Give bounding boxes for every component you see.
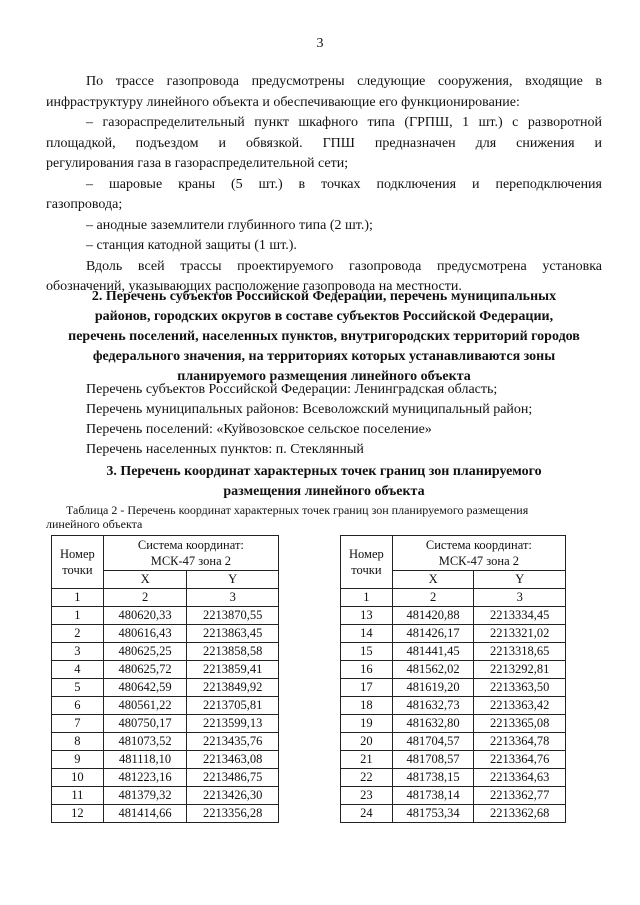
y-coordinate-cell: 2213486,75 xyxy=(187,769,279,787)
y-coordinate-cell: 2213858,58 xyxy=(187,643,279,661)
y-coordinate-cell: 2213334,45 xyxy=(474,607,566,625)
section-2-heading xyxy=(46,287,602,387)
structures-paragraph xyxy=(46,72,602,298)
x-coordinate-cell: 481704,57 xyxy=(392,733,474,751)
point-number-cell: 24 xyxy=(341,805,393,823)
x-coordinate-cell: 481708,57 xyxy=(392,751,474,769)
x-coordinate-cell: 480642,59 xyxy=(103,679,187,697)
table-row xyxy=(52,751,279,769)
point-number-cell: 15 xyxy=(341,643,393,661)
y-coordinate-cell: 2213364,63 xyxy=(474,769,566,787)
x-coordinate-cell: 481420,88 xyxy=(392,607,474,625)
point-number-cell: 16 xyxy=(341,661,393,679)
x-coordinate-cell: 481562,02 xyxy=(392,661,474,679)
list-item: Перечень населенных пунктов: п. Стеклянный xyxy=(86,442,364,457)
x-coordinate-cell: 481073,52 xyxy=(103,733,187,751)
point-number-cell: 13 xyxy=(341,607,393,625)
table-caption xyxy=(46,503,602,531)
x-column-header: X xyxy=(392,571,474,589)
point-number-header xyxy=(341,536,393,589)
point-number-cell: 4 xyxy=(52,661,104,679)
table-row xyxy=(341,607,566,625)
point-number-cell: 20 xyxy=(341,733,393,751)
x-coordinate-cell: 480750,17 xyxy=(103,715,187,733)
coordinate-system-header xyxy=(103,536,278,571)
y-coordinate-cell: 2213364,76 xyxy=(474,751,566,769)
point-number-cell: 8 xyxy=(52,733,104,751)
text-line: – газораспределительный пункт шкафного типа (ГРПШ, 1 шт.) с разворотной xyxy=(86,115,602,130)
x-coordinate-cell: 480561,22 xyxy=(103,697,187,715)
y-coordinate-cell: 2213863,45 xyxy=(187,625,279,643)
header-text: Номер xyxy=(349,547,384,561)
x-coordinate-cell: 481379,32 xyxy=(103,787,187,805)
point-number-cell: 17 xyxy=(341,679,393,697)
y-column-header: Y xyxy=(187,571,279,589)
point-number-cell: 14 xyxy=(341,625,393,643)
y-coordinate-cell: 2213363,50 xyxy=(474,679,566,697)
table-row xyxy=(341,769,566,787)
column-number: 3 xyxy=(474,589,566,607)
table-row xyxy=(341,643,566,661)
column-number: 2 xyxy=(392,589,474,607)
table-row xyxy=(52,625,279,643)
y-coordinate-cell: 2213292,81 xyxy=(474,661,566,679)
x-coordinate-cell: 480620,33 xyxy=(103,607,187,625)
y-coordinate-cell: 2213435,76 xyxy=(187,733,279,751)
x-coordinate-cell: 481632,73 xyxy=(392,697,474,715)
point-number-cell: 23 xyxy=(341,787,393,805)
y-column-header: Y xyxy=(474,571,566,589)
point-number-cell: 21 xyxy=(341,751,393,769)
point-number-cell: 11 xyxy=(52,787,104,805)
x-coordinate-cell: 481738,14 xyxy=(392,787,474,805)
list-item: Перечень муниципальных районов: Всеволожский муниципальный район; xyxy=(86,402,533,417)
point-number-cell: 2 xyxy=(52,625,104,643)
column-number: 1 xyxy=(52,589,104,607)
y-coordinate-cell: 2213318,65 xyxy=(474,643,566,661)
header-text: Система координат: xyxy=(137,538,244,552)
x-coordinate-cell: 481223,16 xyxy=(103,769,187,787)
heading-line: размещения линейного объекта xyxy=(223,484,425,499)
y-coordinate-cell: 2213364,78 xyxy=(474,733,566,751)
section-3-heading xyxy=(46,462,602,502)
text-line: площадкой, подъездом и обвязкой. ГПШ предназначен для снижения и xyxy=(46,135,602,151)
table-row xyxy=(341,679,566,697)
caption-line: линейного объекта xyxy=(46,517,143,531)
header-text: МСК-47 зона 2 xyxy=(150,554,232,568)
table-row xyxy=(341,661,566,679)
point-number-cell: 19 xyxy=(341,715,393,733)
y-coordinate-cell: 2213599,13 xyxy=(187,715,279,733)
table-row xyxy=(341,625,566,643)
table-row xyxy=(52,679,279,697)
column-number: 2 xyxy=(103,589,187,607)
x-coordinate-cell: 480625,25 xyxy=(103,643,187,661)
text-line: По трассе газопровода предусмотрены следующие сооружения, входящие в xyxy=(86,74,602,89)
x-coordinate-cell: 481118,10 xyxy=(103,751,187,769)
x-column-header: X xyxy=(103,571,187,589)
list-item: Перечень субъектов Российской Федерации: Ленинградская область; xyxy=(86,382,498,397)
point-number-cell: 12 xyxy=(52,805,104,823)
x-coordinate-cell: 481632,80 xyxy=(392,715,474,733)
x-coordinate-cell: 481619,20 xyxy=(392,679,474,697)
table-row xyxy=(341,805,566,823)
heading-line: 2. Перечень субъектов Российской Федерации, перечень муниципальных xyxy=(91,289,557,304)
text-line: обозначений, указывающих расположение газопровода на местности. xyxy=(46,279,462,294)
table-row xyxy=(341,697,566,715)
column-number: 1 xyxy=(341,589,393,607)
header-text: точки xyxy=(351,563,382,577)
x-coordinate-cell: 481738,15 xyxy=(392,769,474,787)
x-coordinate-cell: 481441,45 xyxy=(392,643,474,661)
text-line: регулирования газа в газораспределительной сети; xyxy=(46,156,349,171)
header-text: Система координат: xyxy=(425,538,532,552)
header-text: МСК-47 зона 2 xyxy=(438,554,520,568)
point-number-cell: 6 xyxy=(52,697,104,715)
column-number: 3 xyxy=(187,589,279,607)
y-coordinate-cell: 2213463,08 xyxy=(187,751,279,769)
table-row xyxy=(341,787,566,805)
y-coordinate-cell: 2213705,81 xyxy=(187,697,279,715)
x-coordinate-cell: 480616,43 xyxy=(103,625,187,643)
coordinate-system-header xyxy=(392,536,565,571)
header-text: точки xyxy=(62,563,93,577)
table-row xyxy=(52,643,279,661)
y-coordinate-cell: 2213363,42 xyxy=(474,697,566,715)
text-line: инфраструктуру линейного объекта и обеспечивающие его функционирование: xyxy=(46,94,520,110)
y-coordinate-cell: 2213365,08 xyxy=(474,715,566,733)
point-number-cell: 22 xyxy=(341,769,393,787)
y-coordinate-cell: 2213859,41 xyxy=(187,661,279,679)
section-2-list xyxy=(86,380,606,460)
text-line: Вдоль всей трассы проектируемого газопровода предусмотрена установка xyxy=(86,258,602,274)
heading-line: 3. Перечень координат характерных точек границ зон планируемого xyxy=(106,464,542,479)
point-number-cell: 10 xyxy=(52,769,104,787)
heading-line: планируемого размещения линейного объекта xyxy=(177,369,471,384)
heading-line: федерального значения, на территориях которых устанавливаются зоны xyxy=(92,349,556,364)
heading-line: районов, городских округов в составе субъектов Российской Федерации, xyxy=(94,309,554,324)
x-coordinate-cell: 481426,17 xyxy=(392,625,474,643)
table-row xyxy=(341,715,566,733)
point-number-cell: 18 xyxy=(341,697,393,715)
table-row xyxy=(52,607,279,625)
text-line: – анодные заземлители глубинного типа (2 шт.); xyxy=(86,217,373,233)
point-number-cell: 3 xyxy=(52,643,104,661)
x-coordinate-cell: 481414,66 xyxy=(103,805,187,823)
table-row xyxy=(341,751,566,769)
table-row xyxy=(52,697,279,715)
y-coordinate-cell: 2213849,92 xyxy=(187,679,279,697)
text-line: – шаровые краны (5 шт.) в точках подключения и переподключения xyxy=(86,176,602,192)
caption-line: Таблица 2 - Перечень координат характерных точек границ зон планируемого размещения xyxy=(66,503,529,517)
table-row xyxy=(52,715,279,733)
x-coordinate-cell: 480625,72 xyxy=(103,661,187,679)
point-number-cell: 1 xyxy=(52,607,104,625)
table-row xyxy=(52,805,279,823)
y-coordinate-cell: 2213321,02 xyxy=(474,625,566,643)
page-number: 3 xyxy=(316,36,324,51)
point-number-cell: 7 xyxy=(52,715,104,733)
y-coordinate-cell: 2213362,68 xyxy=(474,805,566,823)
y-coordinate-cell: 2213870,55 xyxy=(187,607,279,625)
y-coordinate-cell: 2213356,28 xyxy=(187,805,279,823)
coordinates-table-left xyxy=(51,535,279,823)
header-text: Номер xyxy=(60,547,95,561)
table-row xyxy=(341,733,566,751)
y-coordinate-cell: 2213362,77 xyxy=(474,787,566,805)
table-row xyxy=(52,661,279,679)
point-number-cell: 5 xyxy=(52,679,104,697)
point-number-header xyxy=(52,536,104,589)
y-coordinate-cell: 2213426,30 xyxy=(187,787,279,805)
point-number-cell: 9 xyxy=(52,751,104,769)
heading-line: перечень поселений, населенных пунктов, внутригородских территорий городов xyxy=(68,329,580,344)
table-row xyxy=(52,733,279,751)
x-coordinate-cell: 481753,34 xyxy=(392,805,474,823)
coordinates-table-right xyxy=(340,535,566,823)
list-item: Перечень поселений: «Куйвозовское сельское поселение» xyxy=(86,422,432,437)
text-line: газопровода; xyxy=(46,197,123,212)
table-row xyxy=(52,769,279,787)
table-row xyxy=(52,787,279,805)
text-line: – станция катодной защиты (1 шт.). xyxy=(86,238,297,253)
